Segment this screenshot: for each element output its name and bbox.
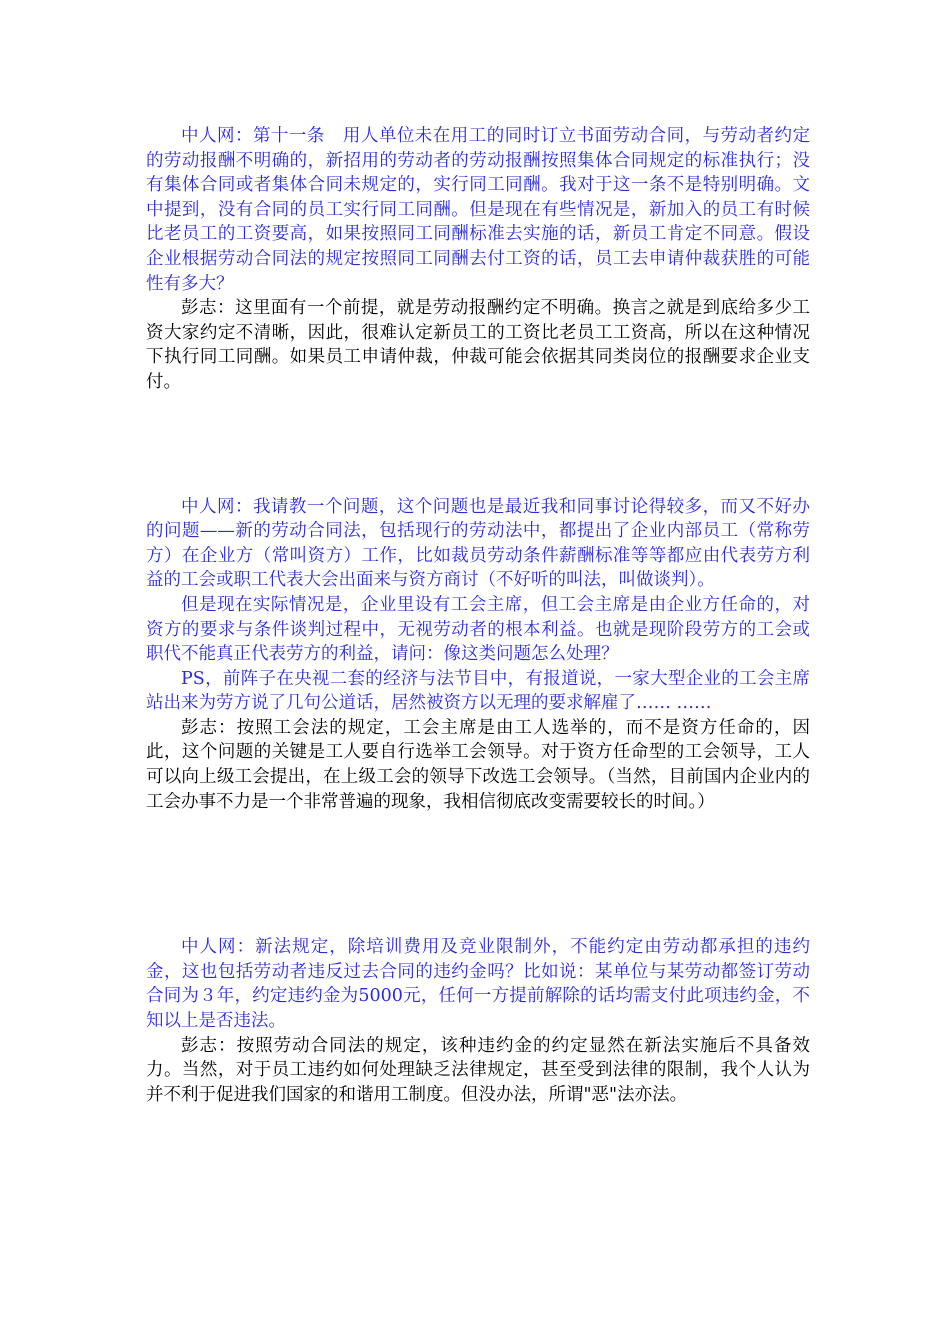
question-paragraph: 但是现在实际情况是，企业里设有工会主席，但工会主席是由企业方任命的，对资方的要求与条件谈判过程中，无视劳动者的根本利益。也就是现阶段劳方的工会或职代不能真正代表劳方的利益，请问：像这类问题怎么处理？: [146, 594, 810, 665]
qa-section-2: [146, 495, 810, 815]
answer-paragraph: 彭志：这里面有一个前提，就是劳动报酬约定不明确。换言之就是到底给多少工资大家约定不清晰，因此，很难认定新员工的工资比老员工工资高，所以在这种情况下执行同工同酬。如果员工申请仲裁，仲裁可能会依据其同类岗位的报酬要求企业支付。: [146, 298, 810, 392]
document-page: [146, 124, 810, 1107]
question-paragraph: PS，前阵子在央视二套的经济与法节目中，有报道说，一家大型企业的工会主席站出来为劳方说了几句公道话，居然被资方以无理的要求解雇了…… ……: [146, 668, 810, 714]
answer-paragraph: 彭志：按照劳动合同法的规定，该种违约金的约定显然在新法实施后不具备效力。当然，对于员工违约如何处理缺乏法律规定，甚至受到法律的限制，我个人认为并不利于促进我们国家的和谐用工制度。但没办法，所谓"恶"法亦法。: [146, 1035, 810, 1105]
question-paragraph: 中人网：新法规定，除培训费用及竞业限制外，不能约定由劳动都承担的违约金，这也包括劳动者违反过去合同的违约金吗？比如说：某单位与某劳动都签订劳动合同为３年，约定违约金为5000元，任何一方提前解除的话均需支付此项违约金，不知以上是否违法。: [146, 937, 810, 1032]
question-paragraph: 中人网：第十一条 用人单位未在用工的同时订立书面劳动合同，与劳动者约定的劳动报酬不明确的，新招用的劳动者的劳动报酬按照集体合同规定的标准执行；没有集体合同或者集体合同未规定的，实行同工同酬。我对于这一条不是特别明确。文中提到，没有合同的员工实行同工同酬。但是现在有些情况是，新加入的员工有时候比老员工的工资要高，如果按照同工同酬标准去实施的话，新员工肯定不同意。假设企业根据劳动合同法的规定按照同工同酬去付工资的话，员工去申请仲裁获胜的可能性有多大？: [146, 126, 810, 294]
qa-section-3: [146, 935, 810, 1107]
section-spacer: [146, 814, 810, 935]
answer-paragraph: 彭志：按照工会法的规定，工会主席是由工人选举的，而不是资方任命的，因此，这个问题的关键是工人要自行选举工会领导。对于资方任命型的工会领导，工人可以向上级工会提出，在上级工会的领导下改选工会领导。（当然，目前国内企业内的工会办事不力是一个非常普遍的现象，我相信彻底改变需要较长的时间。）: [146, 717, 810, 812]
qa-section-1: [146, 124, 810, 395]
question-paragraph: 中人网：我请教一个问题，这个问题也是最近我和同事讨论得较多，而又不好办的问题——新的劳动合同法，包括现行的劳动法中，都提出了企业内部员工（常称劳方）在企业方（常叫资方）工作，比如裁员劳动条件薪酬标准等等都应由代表劳方利益的工会或职工代表大会出面来与资方商讨（不好听的叫法，叫做谈判）。: [146, 496, 810, 591]
section-spacer: [146, 395, 810, 495]
